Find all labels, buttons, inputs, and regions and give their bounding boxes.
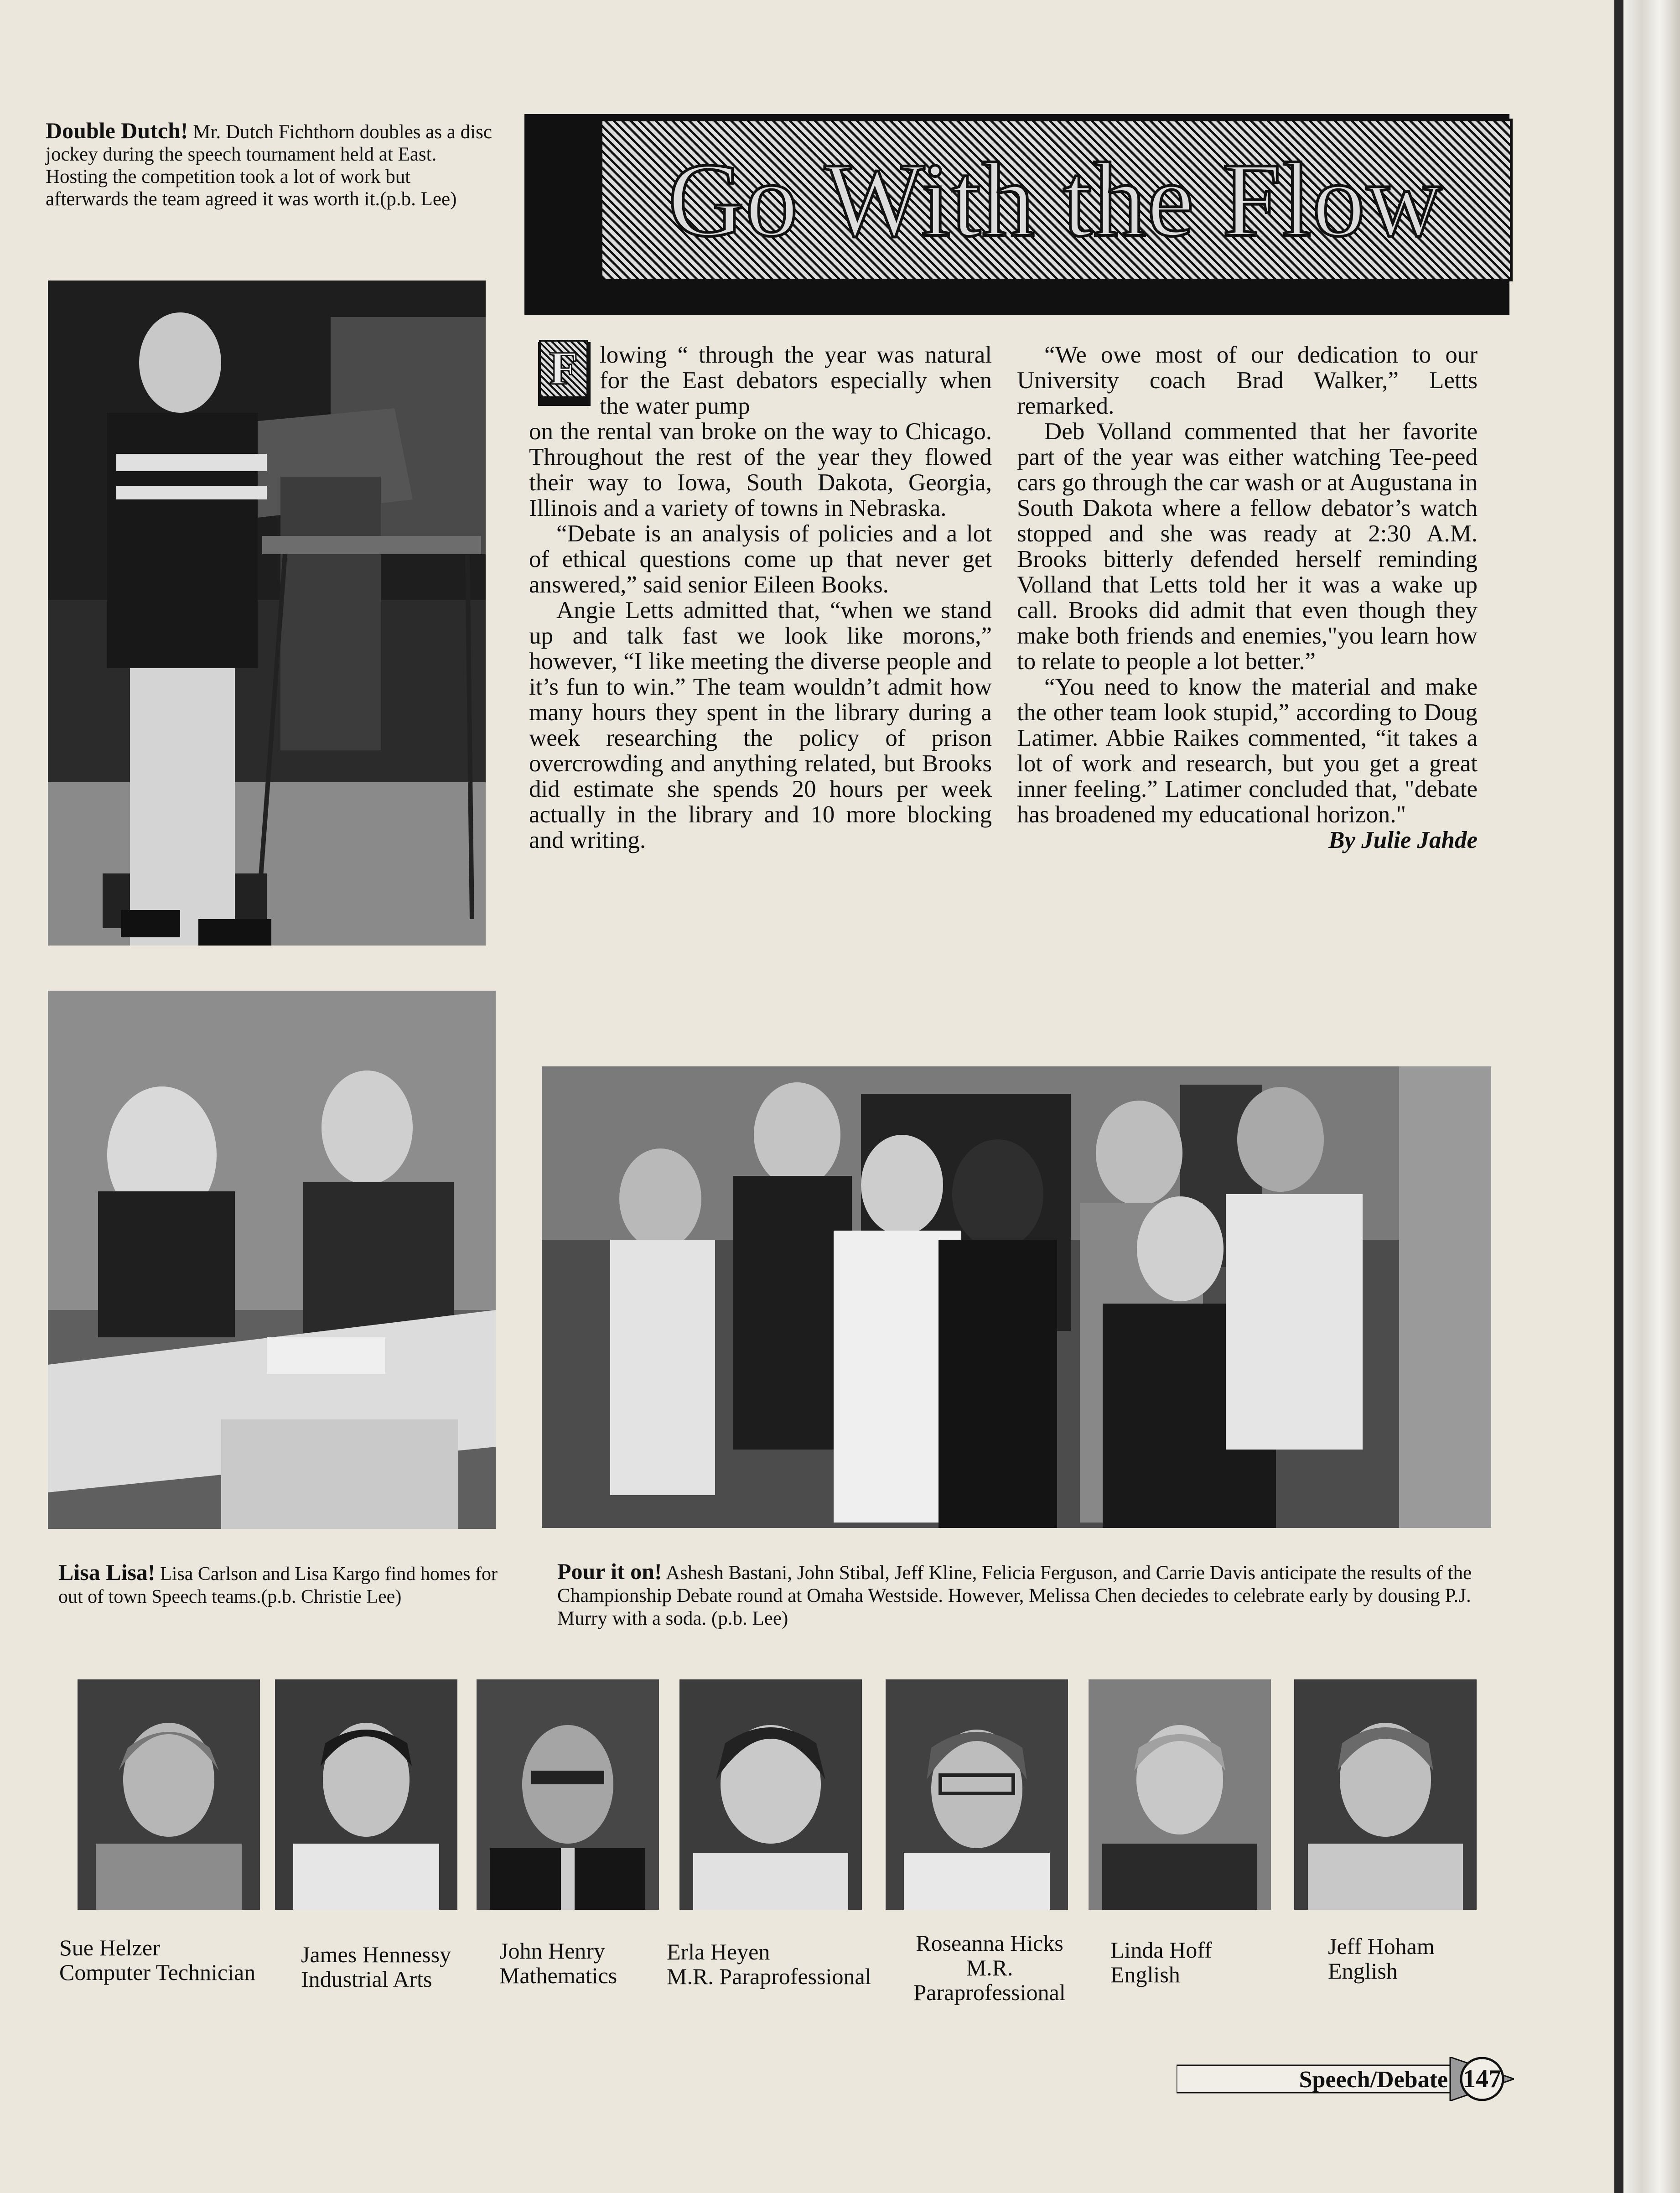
portrait-john-henry [477,1679,659,1910]
faculty-name: James Hennessy [301,1942,451,1967]
article-col1 [529,419,992,853]
portrait-linda-hoff [1089,1679,1271,1910]
faculty-entry [59,1935,306,1985]
article-paragraph: “We owe most of our dedication to our University coach Brad Walker,” Letts remarked. [1017,342,1478,419]
caption-pour-it-on [557,1560,1510,1630]
faculty-role: Computer Technician [59,1959,256,1985]
page-number: 147 [1463,2065,1501,2093]
caption-text: Lisa Carlson and Lisa Kargo find homes for out of town Speech teams.(p.b. Christie Lee) [58,1564,498,1607]
portrait-sue-helzer [78,1679,260,1910]
page-folio [1177,2057,1514,2101]
caption-text: Mr. Dutch Fichthorn doubles as a disc jockey during the speech tournament held at East. Hosting the competition took a lot of work but afterwards the team agreed it was worth it.(p.b. Lee) [46,121,492,210]
book-page-edges [1614,0,1680,2193]
caption-lead: Pour it on! [557,1559,662,1584]
headline: Go With the Flow [668,141,1444,259]
faculty-role: Industrial Arts [301,1966,432,1992]
faculty-role: Paraprofessional [913,1980,1066,2005]
caption-lisa-lisa [58,1561,505,1608]
photo-dj-at-podium [48,281,486,946]
article-paragraph: Angie Letts admitted that, “when we stand up and talk fast we look like morons,” however, “I like meeting the diverse people and it’s fun to win.” The team wouldn’t admit how many hours they spent in the library during a week researching the policy of prison overcrowding and anything related, but Brooks did estimate she spends 20 hours per week actually in the library and 10 more blocking and writing. [529,597,992,853]
article-paragraph: on the rental van broke on the way to Chicago. Throughout the rest of the year they flowed their way to Iowa, South Dakota, Georgia, Illinois and a variety of towns in Nebraska. [529,418,992,521]
faculty-entry [667,1939,922,1989]
faculty-name: Linda Hoff [1110,1937,1212,1963]
dropcap: F [539,340,588,398]
article-paragraph: lowing “ through the year was natural for the East debators especially when the water pump [600,342,992,419]
faculty-name: John Henry [499,1938,605,1964]
faculty-entry [887,1931,1092,2005]
photo-debate-team-group [542,1066,1491,1528]
article-paragraph: Deb Volland commented that her favorite part of the year was either watching Tee-peed cars go through the car wash or at Augustana in South Dakota where a fellow debator’s watch stopped and she was ready at 2:30 A.M. Brooks bitterly defended herself reminding Volland that Letts told her it was a wake up call. Brooks did admit that even though they make both friends and enemies,"you learn how to relate to people a lot better.” [1017,418,1478,675]
caption-lead: Lisa Lisa! [58,1559,156,1585]
photo-lisa-carlson-and-lisa-kargo [48,991,496,1529]
article-paragraph: “You need to know the material and make the other team look stupid,” according to Doug Latimer. Abbie Raikes commented, “it takes a lot of work and research, but you get a great inner feeling.” Latimer concluded that, "debate has broadened my educational horizon." [1017,674,1478,828]
faculty-role: English [1328,1958,1398,1984]
portrait-jeff-hoham [1294,1679,1477,1910]
article-col2 [1017,342,1478,853]
faculty-entry [499,1938,673,1988]
portrait-james-hennessy [275,1679,457,1910]
portrait-erla-heyen [679,1679,862,1910]
faculty-entry [301,1942,502,1991]
faculty-entry [1328,1934,1501,1983]
faculty-role: English [1110,1962,1180,1987]
faculty-name: Roseanna Hicks [916,1930,1063,1956]
caption-lead: Double Dutch! [46,118,188,143]
folio-section: Speech/Debate [1299,2067,1448,2093]
article-col1-top [600,342,992,419]
faculty-name: Jeff Hoham [1328,1933,1435,1959]
article-paragraph: “Debate is an analysis of policies and a lot of ethical questions come up that never get answered,” said senior Eileen Books. [529,520,992,598]
faculty-name: Sue Helzer [59,1935,160,1960]
caption-text: Ashesh Bastani, John Stibal, Jeff Kline, Felicia Ferguson, and Carrie Davis anticipate the results of the Championship Debate round at Omaha Westside. However, Melissa Chen deciedes to celebrate early by dousing P.J. Murry with a soda. (p.b. Lee) [557,1562,1472,1629]
faculty-name: Erla Heyen [667,1939,770,1964]
faculty-entry [1110,1938,1284,1987]
portrait-roseanna-hicks [886,1679,1068,1910]
faculty-role: M.R. Paraprofessional [667,1964,871,1989]
byline: By Julie Jahde [1328,827,1478,853]
caption-double-dutch [46,120,497,210]
faculty-role: M.R. [966,1955,1013,1980]
faculty-role: Mathematics [499,1963,617,1988]
